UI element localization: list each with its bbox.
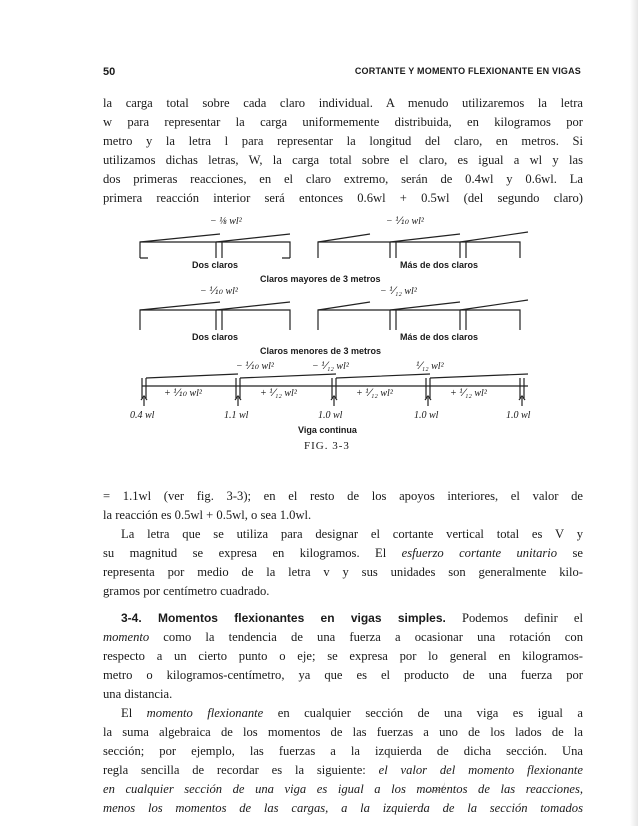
text-line: = 1.1wl (ver fig. 3-3); en el resto de los apoyos interiores, el valor de [103,489,583,503]
beam-label: Dos claros [192,260,239,270]
text-line [103,544,583,563]
text-run: regla sencilla de recordar es la siguiente: [103,763,379,777]
reaction-label: 1.1 wl [224,410,249,421]
moment-label: − ⅒ wl² [236,361,274,372]
text-run: su magnitud se expresa en kilogramos. El [103,546,402,560]
text-line: sección; por ejemplo, las fuerzas a la izquierda de dicha sección. Una [103,744,583,758]
term-esfuerzo-cortante: esfuerzo cortante unitario [401,546,558,560]
text-line [103,628,583,647]
text-line: dos primeras reacciones, en el claro extremo, serán de 0.4wl y 0.6wl. La [103,172,583,186]
diagram-caption: Claros mayores de 3 metros [260,274,381,284]
text-run: en cualquier sección de una viga es igual a [263,706,583,720]
text-line: La letra que se utiliza para designar el cortante vertical total es V y [121,527,583,541]
beam-label: Más de dos claros [400,332,479,342]
text-line: la suma algebraica de los momentos de las fuerzas a uno de los lados de la [103,725,583,739]
reaction-label: 1.0 wl [414,410,439,421]
rule-text: menos los momentos de las cargas, a la izquierda de la sección tomados [103,801,583,815]
beam-label: Dos claros [192,332,239,342]
figure-3-3 [100,206,540,454]
paragraph-1 [103,94,583,208]
moment-label: − ⅟₁₂ wl² [312,361,349,372]
text-line: una distancia. [103,687,173,701]
text-run: Podemos definir el [445,611,583,625]
text-run: como la tendencia de una fuerza a ocasionar una rotación con [149,630,583,644]
text-line: representa por medio de la letra v y sus unidades son generalmente kilo- [103,565,583,579]
text-line: la reacción es 0.5wl + 0.5wl, o sea 1.0wl. [103,508,312,522]
diagram-caption: Claros menores de 3 metros [260,346,382,356]
beam-label: Más de dos claros [400,260,479,270]
text-line: w para representar la carga uniformemente distribuida, en kilogramos por [103,115,583,129]
moment-label: + ⅒ wl² [164,388,202,399]
section-heading: 3-4. Momentos flexionantes en vigas simples. [121,611,446,625]
page-number: 50 [103,66,116,78]
scan-edge-shadow [630,0,638,826]
page-header [103,66,581,82]
diagram-caption: Viga continua [298,425,357,435]
moment-label: − ⅒ wl² [386,216,424,227]
moment-label: + ⅟₁₂ wl² [450,388,487,399]
text-line: metro y la letra l para representar la longitud del claro, en metros. Si [103,134,583,148]
term-momento-flexionante: momento flexionante [146,706,264,720]
moment-label: − ⅟₁₂ wl² [380,286,417,297]
moment-label: − ⅒ wl² [200,286,238,297]
reaction-label: 1.0 wl [506,410,531,421]
text-line: respecto a un cierto punto o eje; se expresa por lo general en kilogramos- [103,649,583,663]
text-run: se [557,546,584,560]
beam-diagram-multi-spans-short [318,300,528,330]
text-line: la carga total sobre cada claro individual. A menudo utilizaremos la letra [103,96,583,110]
paragraph-2 [103,487,583,818]
reaction-label: 1.0 wl [318,410,343,421]
beam-diagram-two-spans-short [140,302,290,330]
text-line: metro o kilogramos-centímetro, ya que es el producto de una fuerza por [103,668,583,682]
moment-label: + ⅟₁₂ wl² [260,388,297,399]
beam-diagram-two-spans-long [140,234,290,258]
beam-diagram-multi-spans-long [318,232,528,258]
figure-label: FIG. 3-3 [304,440,350,452]
term-momento: momento [103,630,150,644]
running-title: CORTANTE Y MOMENTO FLEXIONANTE EN VIGAS [354,66,581,76]
text-line [103,780,583,799]
text-run: El [121,706,147,720]
text-line: primera reacción interior será entonces 0.6wl + 0.5wl (del segundo claro) [103,191,583,205]
text-line [103,799,583,818]
text-line: gramos por centímetro cuadrado. [103,584,270,598]
text-line: utilizamos dichas letras, W, la carga total sobre el claro, es igual a wl y las [103,153,583,167]
moment-label: − ⅛ wl² [210,216,242,227]
reaction-label: 0.4 wl [130,410,155,421]
rule-text: en cualquier sección de una viga es igual a los momentos de las reacciones, [103,782,583,796]
section-heading-line [103,609,583,628]
moment-label: + ⅟₁₂ wl² [356,388,393,399]
moment-label: ⅟₁₂ wl² [416,361,444,372]
rule-text: el valor del momento flexionante [378,763,583,777]
text-line [103,704,583,723]
text-line [103,761,583,780]
